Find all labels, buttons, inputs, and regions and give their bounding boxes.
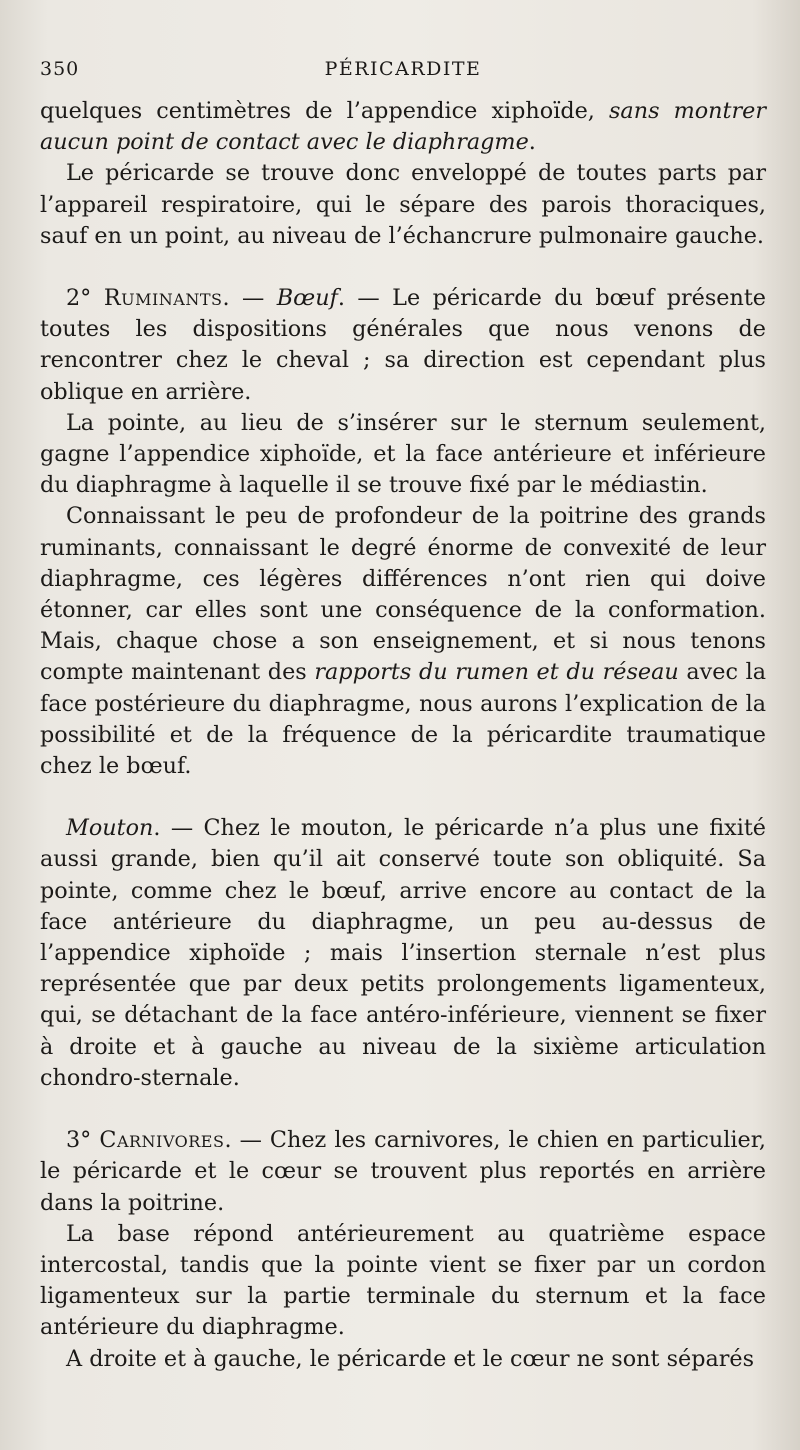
body-text: [40, 96, 766, 1375]
dash: . —: [222, 285, 277, 312]
text-run: avec la face postérieure du diaphragme, nous aurons l’explication de la possibilité et de la fréquence de la péricardite traumatique chez le bœuf.: [40, 659, 766, 780]
section-mouton: [40, 813, 766, 1094]
paragraph: A droite et à gauche, le péricarde et le cœur ne sont séparés: [66, 1345, 755, 1372]
paragraph: La base répond antérieurement au quatrième espace intercostal, tandis que la pointe vient se fixer par un cordon ligamenteux sur la partie terminale du sternum et la face antérieure du diaphragme.: [40, 1220, 766, 1341]
text-run: . — Le péricarde du bœuf présente toutes les dispositions générales que nous venons de rencontrer chez le cheval ; sa direction est cependant plus oblique en arrière.: [40, 285, 766, 405]
section-number: 2°: [66, 285, 92, 312]
section-carnivores: [40, 1125, 766, 1219]
text-run: Connaissant le peu de profondeur de la poitrine des grands ruminants, connaissant le degré énorme de convexité de leur diaphragme, ces légères différences n’ont rien qui doive étonner, car elles sont une conséquence de la conformation. Mais, chaque chose a son enseignement, et si nous tenons compte maintenant des: [40, 503, 766, 686]
italic-phrase: sans montrer aucun point de contact avec le diaphragme: [40, 98, 767, 156]
text-run: quelques centimètres de l’appendice xiphoïde,: [40, 98, 609, 124]
section-heading: Carnivores: [99, 1127, 225, 1154]
section-ruminants: [40, 283, 766, 408]
section-heading: Ruminants: [103, 285, 223, 312]
page-number: 350: [40, 58, 80, 80]
subsection-animal: Mouton: [66, 815, 154, 842]
paragraph: Le péricarde se trouve donc enveloppé de toutes parts par l’appareil respiratoire, qui le sépare des parois thoraciques, sauf en un point, au niveau de l’échancrure pulmonaire gauche.: [40, 160, 766, 249]
paragraph: La pointe, au lieu de s’insérer sur le sternum seulement, gagne l’appendice xiphoïde, et la face antérieure et inférieure du diaphragme à laquelle il se trouve fixé par le médiastin.: [40, 409, 766, 499]
subsection-animal: Bœuf: [276, 285, 338, 312]
text-run: . — Chez le mouton, le péricarde n’a plus une fixité aussi grande, bien qu’il ait conservé toute son obliquité. Sa pointe, comme chez le bœuf, arrive encore au contact de la face antérieure du diaphragme, un peu au-dessus de l’appendice xiphoïde ; mais l’insertion sternale n’est plus représentée que par deux petits prolongements ligamenteux, qui, se détachant de la face antéro-inférieure, viennent se fixer à droite et à gauche au niveau de la sixième articulation chondro-sternale.: [40, 815, 766, 1091]
paragraph: [40, 501, 766, 782]
text-run: . — Chez les carnivores, le chien en particulier, le péricarde et le cœur se trouvent plus reportés en arrière dans la poitrine.: [40, 1127, 766, 1216]
text-run: .: [528, 129, 536, 156]
paragraph-continuation: [40, 96, 766, 158]
section-number: 3°: [66, 1127, 92, 1154]
running-title: PÉRICARDITE: [324, 58, 482, 80]
italic-phrase: rapports du rumen et du réseau: [314, 659, 679, 686]
running-head: [40, 58, 766, 88]
